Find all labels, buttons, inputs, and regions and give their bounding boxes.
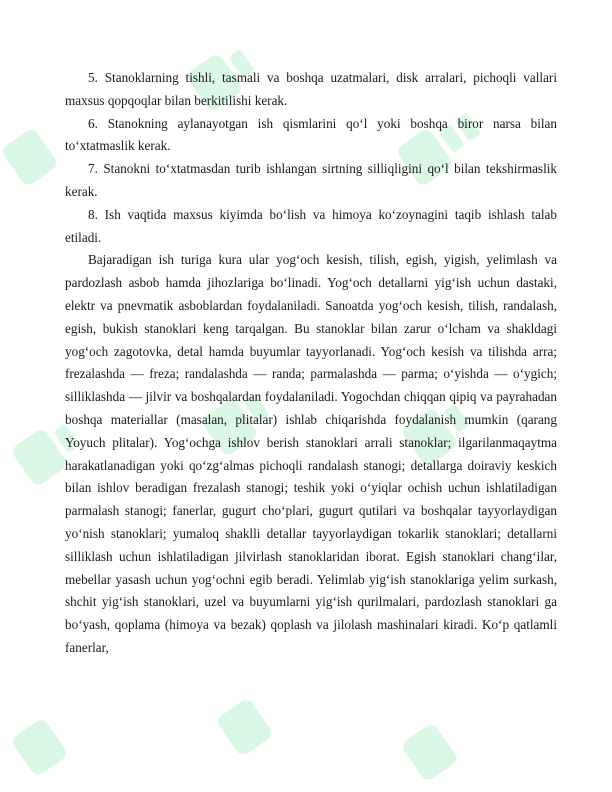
paragraph-5: 5. Stanoklarning tishli, tasmali va boshqa uzatmalari, disk arralari, pichoqli vallari maxsus qopqoqlar bilan berkitilishi kerak.	[65, 70, 557, 108]
paragraph-6: 6. Stanokning aylanayotgan ish qismlarini qo‘l yoki boshqa biror narsa bilan to‘xtatmaslik kerak.	[65, 115, 557, 154]
document-body	[65, 67, 557, 660]
paragraph-main: Bajaradigan ish turiga kura ular yog‘och kesish, tilish, egish, yigish, yelimlash va pardozlash asbob hamda jihozlariga bo‘linadi. Yog‘och detallarni yig‘ish uchun dastaki, elektr va pnevmatik asboblardan foydalaniladi. Sanoatda yog‘och kesish, tilish, randalash, egish, bukish stanoklari keng tarqalgan. Bu stanoklar bilan zarur o‘lcham va shakldagi yog‘och zagotovka, detal hamda buyumlar tayyorlanadi. Yog‘och kesish va tilishda arra; frezalashda — freza; randalashda — randa; parmalashda — parma; o‘yishda — o‘ygich; silliklashda — jilvir va boshqalardan foydalaniladi. Yogochdan chiqqan qipiq va payrahadan boshqa materiallar (masalan, plitalar) ishlab chiqarishda foydalanish mumkin (qarang Yoyuch plitalar). Yog‘ochga ishlov berish stanoklari arrali stanoklar; ilgarilanmaqaytma harakatlanadigan yoki qo‘zg‘almas pichoqli randalash stanogi; detallarga doiraviy keskich bilan ishlov beradigan frezalash stanogi; teshik yoki o‘yiqlar ochish uchun ishlatiladigan parmalash stanogi; fanerlar, gugurt cho‘plari, gugurt qutilari va boshqalar tayyorlaydigan yo‘nish stanoklari; yumaloq shaklli detallar tayyorlaydigan tokarlik stanoklari; detallarni silliklash uchun ishlatiladigan jilvirlash stanoklaridan iborat. Egish stanoklari chang‘ilar, mebellar yasash uchun yog‘ochni egib beradi. Yelimlab yig‘ish stanoklariga yelim surkash, shchit yig‘ish stanoklari, uzel va buyumlarni yig‘ish qurilmalari, pardozlash stanoklari ga bo‘yash, qoplama (himoya va bezak) qoplash va jilolash mashinalari kiradi. Ko‘p qatlamli fanerlar,	[65, 252, 557, 655]
paragraph-8: 8. Ish vaqtida maxsus kiyimda bo‘lish va himoya ko‘zoynagini taqib ishlash talab etiladi.	[65, 206, 557, 245]
paragraph-7: 7. Stanokni to‘xtatmasdan turib ishlangan sirtning silliqligini qo‘l bilan tekshirmaslik kerak.	[65, 161, 557, 199]
